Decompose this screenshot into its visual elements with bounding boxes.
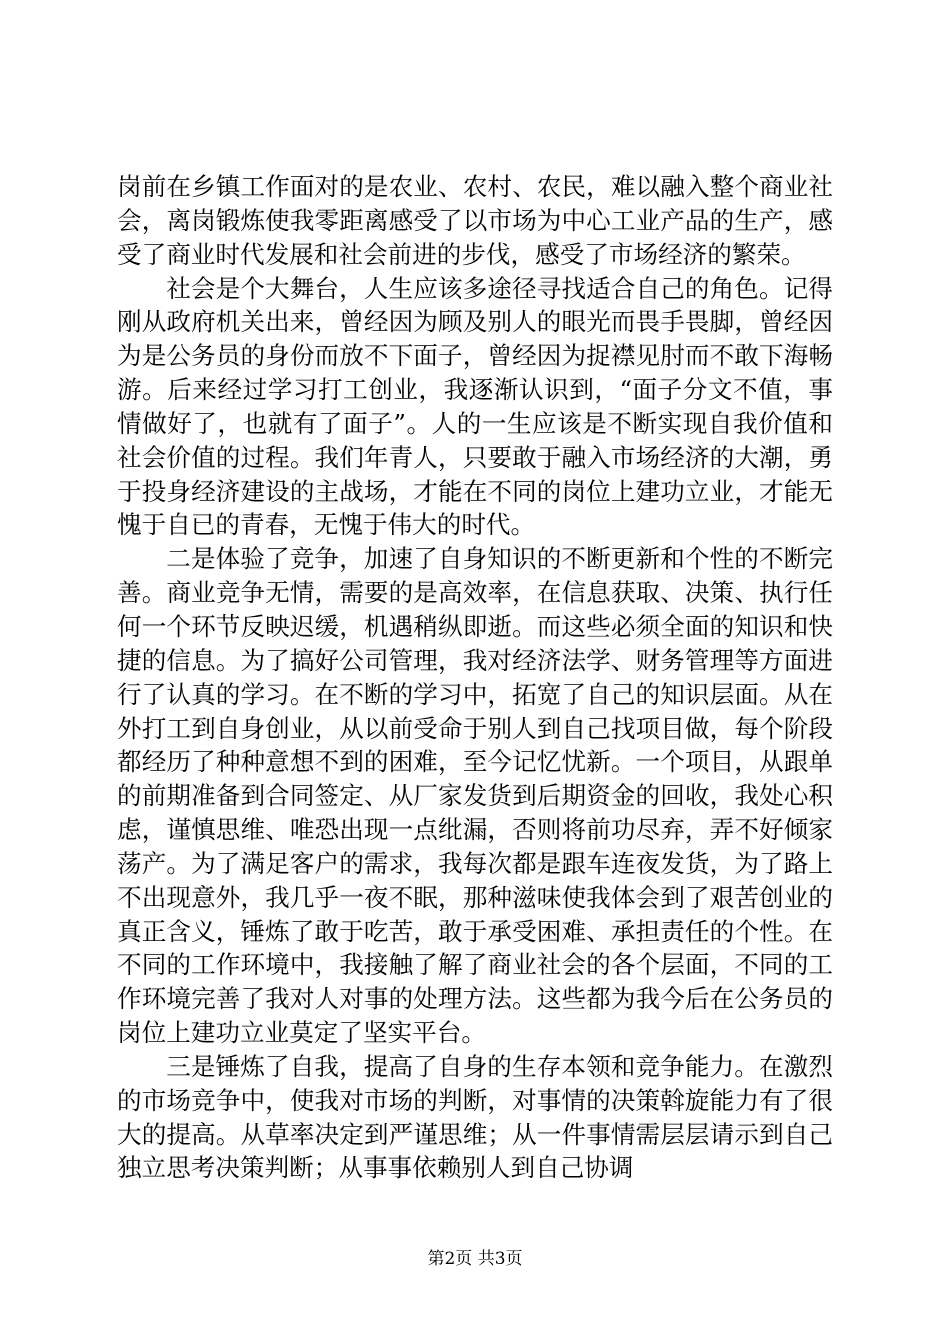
paragraph-4: 三是锤炼了自我，提高了自身的生存本领和竞争能力。在激烈的市场竞争中，使我对市场的判断，对事情的决策斡旋能力有了很大的提高。从草率决定到严谨思维；从一件事情需层层请示到自己独立思考决策判断；从事事依赖别人到自己协调 bbox=[117, 1051, 833, 1183]
paragraph-1: 岗前在乡镇工作面对的是农业、农村、农民，难以融入整个商业社会，离岗锻炼使我零距离感受了以市场为中心工业产品的生产，感受了商业时代发展和社会前进的步伐，感受了市场经济的繁荣。 bbox=[117, 172, 833, 269]
paragraph-2: 社会是个大舞台，人生应该多途径寻找适合自己的角色。记得刚从政府机关出来，曾经因为顾及别人的眼光而畏手畏脚，曾经因为是公务员的身份而放不下面子，曾经因为捉襟见肘而不敢下海畅游。后来经过学习打工创业，我逐渐认识到，“面子分文不值，事情做好了，也就有了面子”。人的一生应该是不断实现自我价值和社会价值的过程。我们年青人，只要敢于融入市场经济的大潮，勇于投身经济建设的主战场，才能在不同的岗位上建功立业，才能无愧于自已的青春，无愧于伟大的时代。 bbox=[117, 273, 833, 540]
page-footer: 第2页 共3页 bbox=[427, 1249, 523, 1269]
document-body bbox=[117, 170, 833, 1185]
paragraph-3: 二是体验了竞争，加速了自身知识的不断更新和个性的不断完善。商业竞争无情，需要的是高效率，在信息获取、决策、执行任何一个环节反映迟缓，机遇稍纵即逝。而这些必须全面的知识和快捷的信息。为了搞好公司管理，我对经济法学、财务管理等方面进行了认真的学习。在不断的学习中，拓宽了自己的知识层面。从在外打工到自身创业，从以前受命于别人到自己找项目做，每个阶段都经历了种种意想不到的困难，至今记忆忧新。一个项目，从跟单的前期准备到合同签定、从厂家发货到后期资金的回收，我处心积虑，谨慎思维、唯恐出现一点纰漏，否则将前功尽弃，弄不好倾家荡产。为了满足客户的需求，我每次都是跟车连夜发货，为了路上不出现意外，我几乎一夜不眠，那种滋味使我体会到了艰苦创业的真正含义，锤炼了敢于吃苦，敢于承受困难、承担责任的个性。在不同的工作环境中，我接触了解了商业社会的各个层面，不同的工作环境完善了我对人对事的处理方法。这些都为我今后在公务员的岗位上建功立业莫定了坚实平台。 bbox=[117, 544, 833, 1048]
